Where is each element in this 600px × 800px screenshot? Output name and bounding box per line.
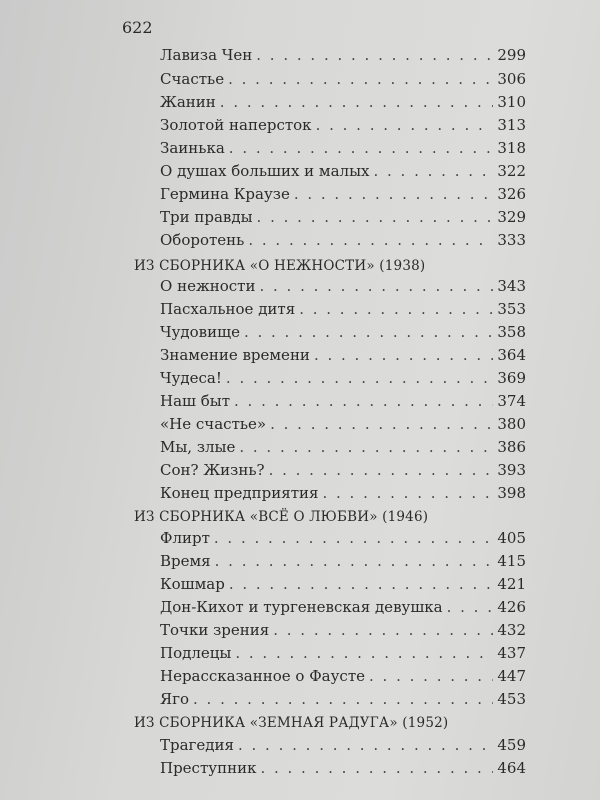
leader-dots: [259, 277, 493, 295]
toc-entry-title: Конец предприятия: [160, 484, 319, 502]
toc-entry-page: 358: [497, 323, 526, 341]
toc-entry-title: Чудовище: [160, 323, 240, 341]
leader-dots: [235, 644, 493, 662]
toc-entry-title: О нежности: [160, 277, 256, 295]
leader-dots: [248, 231, 493, 249]
toc-entry-title: Чудеса!: [160, 369, 222, 387]
toc-entry: [160, 162, 526, 184]
toc-entry-title: Кошмар: [160, 575, 225, 593]
toc-entry-page: 398: [497, 484, 526, 502]
leader-dots: [193, 690, 493, 708]
toc-entry-page: 329: [497, 208, 526, 226]
toc-entry: [160, 621, 526, 643]
toc-entry-page: 343: [497, 277, 526, 295]
leader-dots: [238, 736, 493, 754]
toc-entry: [160, 690, 526, 712]
toc-entry-title: Мы, злые: [160, 438, 236, 456]
section-heading: ИЗ СБОРНИКА «ЗЕМНАЯ РАДУГА» (1952): [134, 715, 449, 731]
toc-entry-page: 380: [497, 415, 526, 433]
toc-entry-page: 426: [497, 598, 526, 616]
toc-entry: [160, 644, 526, 666]
toc-entry-page: 453: [497, 690, 526, 708]
toc-entry-page: 464: [497, 759, 526, 777]
toc-entry-page: 374: [497, 392, 526, 410]
toc-entry-title: Яго: [160, 690, 190, 708]
toc-entry-page: 447: [497, 667, 526, 685]
leader-dots: [215, 552, 494, 570]
toc-entry-page: 421: [497, 575, 526, 593]
leader-dots: [214, 529, 493, 547]
toc-entry-page: 326: [497, 185, 526, 203]
toc-entry-page: 415: [497, 552, 526, 570]
leader-dots: [260, 759, 493, 777]
toc-entry: [160, 93, 526, 115]
leader-dots: [299, 300, 493, 318]
toc-entry-page: 432: [497, 621, 526, 639]
toc-entry-page: 322: [497, 162, 526, 180]
toc-entry-title: Оборотень: [160, 231, 245, 249]
toc-entry: [160, 277, 526, 299]
leader-dots: [369, 667, 493, 685]
toc-entry-page: 333: [497, 231, 526, 249]
toc-entry: [160, 70, 526, 92]
leader-dots: [373, 162, 493, 180]
toc-entry-page: 310: [497, 93, 526, 111]
leader-dots: [220, 93, 494, 111]
toc-entry-title: Время: [160, 552, 211, 570]
leader-dots: [316, 116, 494, 134]
leader-dots: [322, 484, 493, 502]
toc-entry: [160, 736, 526, 758]
leader-dots: [257, 208, 494, 226]
toc-entry-page: 364: [497, 346, 526, 364]
toc-entry-page: 437: [497, 644, 526, 662]
toc-entry-title: Три правды: [160, 208, 253, 226]
leader-dots: [226, 369, 493, 387]
toc-entry: [160, 415, 526, 437]
toc-entry-page: 369: [497, 369, 526, 387]
toc-entry-title: Дон-Кихот и тургеневская девушка: [160, 598, 443, 616]
toc-entry: [160, 116, 526, 138]
toc-entry-title: Заинька: [160, 139, 225, 157]
toc-entry: [160, 529, 526, 551]
leader-dots: [273, 621, 493, 639]
toc-entry-title: Гермина Краузе: [160, 185, 290, 203]
toc-entry-title: «Не счастье»: [160, 415, 267, 433]
toc-entry-page: 299: [497, 46, 526, 64]
toc-entry-title: О душах больших и малых: [160, 162, 370, 180]
toc-entry: [160, 185, 526, 207]
toc-entry-title: Знамение времени: [160, 346, 310, 364]
toc-entry-title: Трагедия: [160, 736, 234, 754]
toc-entry-page: 386: [497, 438, 526, 456]
toc-entry-title: Жанин: [160, 93, 216, 111]
toc-entry: [160, 323, 526, 345]
leader-dots: [229, 139, 494, 157]
toc-entry: [160, 598, 526, 620]
section-heading: ИЗ СБОРНИКА «ВСЁ О ЛЮБВИ» (1946): [134, 509, 429, 525]
toc-entry-title: Пасхальное дитя: [160, 300, 296, 318]
toc-entry-title: Лавиза Чен: [160, 46, 253, 64]
leader-dots: [269, 461, 494, 479]
toc-entry-title: Флирт: [160, 529, 210, 547]
toc-entry-page: 459: [497, 736, 526, 754]
toc-entry-title: Наш быт: [160, 392, 231, 410]
toc-entry-page: 313: [497, 116, 526, 134]
toc-entry-page: 306: [497, 70, 526, 88]
page-number: 622: [122, 18, 153, 37]
leader-dots: [270, 415, 493, 433]
section-heading: ИЗ СБОРНИКА «О НЕЖНОСТИ» (1938): [134, 258, 426, 274]
toc-entry: [160, 667, 526, 689]
toc-entry: [160, 552, 526, 574]
toc-entry-title: Нерассказанное о Фаусте: [160, 667, 366, 685]
toc-entry-page: 318: [497, 139, 526, 157]
toc-entry: [160, 575, 526, 597]
toc-entry-title: Золотой наперсток: [160, 116, 312, 134]
toc-entry: [160, 46, 526, 68]
leader-dots: [314, 346, 493, 364]
toc-entry: [160, 759, 526, 781]
leader-dots: [256, 46, 493, 64]
leader-dots: [244, 323, 493, 341]
leader-dots: [239, 438, 493, 456]
leader-dots: [294, 185, 494, 203]
toc-entry-page: 393: [497, 461, 526, 479]
toc-entry-title: Точки зрения: [160, 621, 270, 639]
leader-dots: [229, 575, 494, 593]
toc-entry-title: Преступник: [160, 759, 257, 777]
toc-entry: [160, 208, 526, 230]
leader-dots: [234, 392, 493, 410]
toc-entry: [160, 231, 526, 253]
toc-entry: [160, 300, 526, 322]
toc-entry-title: Счастье: [160, 70, 225, 88]
toc-entry: [160, 139, 526, 161]
toc-entry: [160, 346, 526, 368]
toc-entry: [160, 369, 526, 391]
leader-dots: [228, 70, 493, 88]
toc-entry: [160, 461, 526, 483]
toc-entry: [160, 392, 526, 414]
toc-entry-title: Сон? Жизнь?: [160, 461, 265, 479]
toc-entry-page: 405: [497, 529, 526, 547]
toc-entry: [160, 484, 526, 506]
toc-entry-title: Подлецы: [160, 644, 232, 662]
leader-dots: [447, 598, 494, 616]
toc-entry-page: 353: [497, 300, 526, 318]
toc-entry: [160, 438, 526, 460]
